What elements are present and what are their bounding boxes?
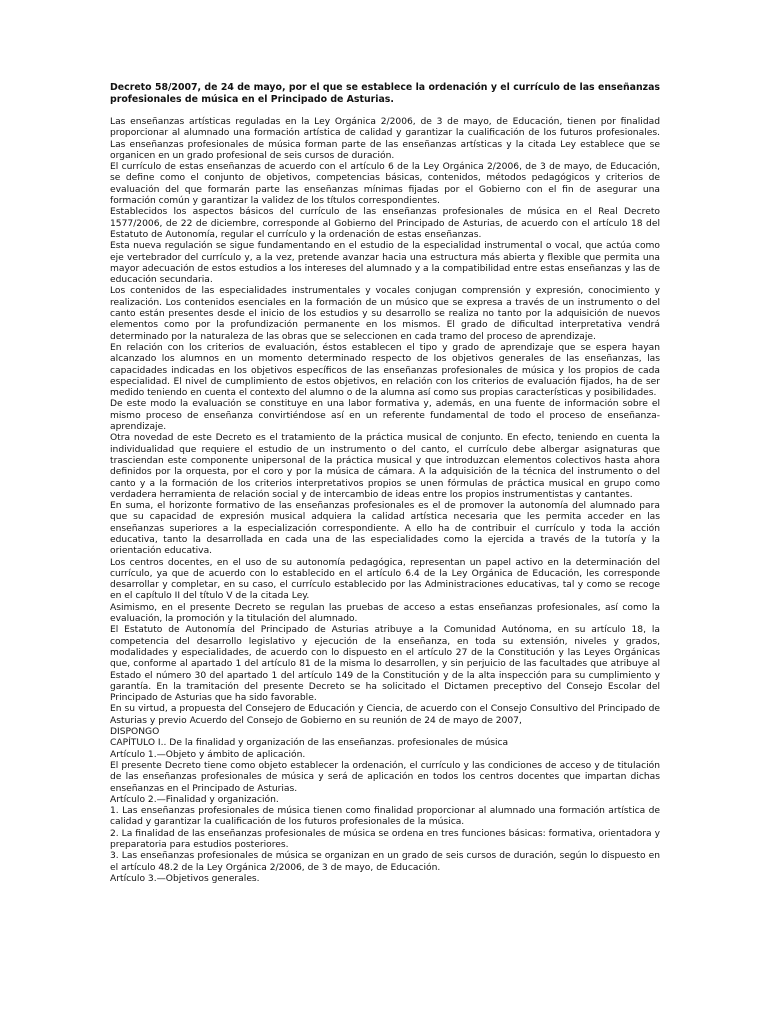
article-2-heading: Artículo 2.—Finalidad y organización. — [110, 794, 279, 805]
paragraph-practica-conjunto: Otra novedad de este Decreto es el tratamiento de la práctica musical de conjunto. En efecto, teniendo en cuenta la individualidad que requiere el estudio de un instrumento o del canto, el currículo debe albergar asignaturas que trasciendan este componente unipersonal de la práctica musical y que introduzcan elementos colectivos hasta ahora definidos por la orquesta, por el coro y por la música de cámara. A la adquisición de la técnica del instrumento o del canto y a la formación de los criterios interpretativos propios se unen fórmulas de práctica musical en grupo como verdadera herramienta de relación social y de intercambio de ideas entre los propios instrumentistas y cantantes. — [110, 433, 660, 500]
paragraph-curriculo: El currículo de estas enseñanzas de acuerdo con el artículo 6 de la Ley Orgánica 2/2006, de 3 de mayo, de Educación, se define como el conjunto de objetivos, competencias básicas, contenidos, métodos pedagógicos y criterios de evaluación del que formarán parte las enseñanzas mínimas fijadas por el Gobierno con el fin de asegurar una formación común y garantizar la validez de los títulos correspondientes. — [110, 162, 660, 207]
article-1-heading: Artículo 1.—Objeto y ámbito de aplicación. — [110, 749, 306, 760]
article-1-text: El presente Decreto tiene como objeto establecer la ordenación, el currículo y las condiciones de acceso y de titulación de las enseñanzas profesionales de música y será de aplicación en todos los centros docentes que impartan dichas enseñanzas en el Principado de Asturias. — [110, 760, 660, 794]
paragraph-evaluacion-formativa: De este modo la evaluación se constituye en una labor formativa y, además, en una fuente de información sobre el mismo proceso de enseñanza convirtiéndose así en un referente fundamental de todo el proceso de enseñanza-aprendizaje. — [110, 399, 660, 433]
paragraph-criterios-evaluacion: En relación con los criterios de evaluación, éstos establecen el tipo y grado de aprendizaje que se espera hayan alcanzado los alumnos en un momento determinado respecto de los objetivos generales de las enseñanzas, las capacidades indicadas en los objetivos específicos de las enseñanzas profesionales de música y los propios de cada especialidad. El nivel de cumplimiento de estos objetivos, en relación con los criterios de evaluación fijados, ha de ser medido teniendo en cuenta el contexto del alumno o de la alumna así como sus propias características y posibilidades. — [110, 342, 660, 399]
paragraph-dispongo: DISPONGO — [110, 727, 160, 738]
paragraph-intro: Las enseñanzas artísticas reguladas en la Ley Orgánica 2/2006, de 3 de mayo, de Educación, tienen por finalidad proporcionar al alumnado una formación artística de calidad y garantizar la cualificación de los futuros profesionales. Las enseñanzas profesionales de música forman parte de las enseñanzas artísticas y la citada Ley establece que se organicen en un grado profesional de seis cursos de duración. — [110, 117, 660, 161]
document-body — [110, 117, 660, 885]
document-page — [110, 82, 660, 885]
paragraph-real-decreto: Establecidos los aspectos básicos del currículo de las enseñanzas profesionales de música en el Real Decreto 1577/2006, de 22 de diciembre, corresponde al Gobierno del Principado de Asturias, de acuerdo con el artículo 18 del Estatuto de Autonomía, regular el currículo y la ordenación de estas enseñanzas. — [110, 207, 660, 240]
paragraph-en-su-virtud: En su virtud, a propuesta del Consejero de Educación y Ciencia, de acuerdo con el Consejo Consultivo del Principado de Asturias y previo Acuerdo del Consejo de Gobierno en su reunión de 24 de mayo de 2007, — [110, 704, 660, 726]
article-2-item-2: 2. La finalidad de las enseñanzas profesionales de música se ordena en tres funciones básicas: formativa, orientadora y preparatoria para estudios posteriores. — [110, 828, 660, 850]
document-title: Decreto 58/2007, de 24 de mayo, por el que se establece la ordenación y el currículo de las enseñanzas profesionales de música en el Principado de Asturias. — [110, 82, 660, 105]
article-3-heading: Artículo 3.—Objetivos generales. — [110, 873, 260, 884]
paragraph-pruebas-acceso: Asimismo, en el presente Decreto se regulan las pruebas de acceso a estas enseñanzas profesionales, así como la evaluación, la promoción y la titulación del alumnado. — [110, 602, 660, 625]
article-2-item-1: 1. Las enseñanzas profesionales de música tienen como finalidad proporcionar al alumnado una formación artística de calidad y garantizar la cualificación de los futuros profesionales de la música. — [110, 806, 660, 828]
chapter-heading: CAPÍTULO I.. De la finalidad y organización de las enseñanzas. profesionales de música — [110, 738, 509, 749]
paragraph-contenidos: Los contenidos de las especialidades instrumentales y vocales conjugan comprensión y expresión, conocimiento y realización. Los contenidos esenciales en la formación de un músico que se expresa a través de un instrumento o del canto están presentes desde el inicio de los estudios y su desarrollo se realiza no tanto por la adquisición de nuevos elementos como por la profundización permanente en los mismos. El grado de dificultad interpretativa vendrá determinado por la naturaleza de las obras que se seleccionen en cada tramo del proceso de aprendizaje. — [110, 286, 660, 342]
paragraph-centros-docentes: Los centros docentes, en el uso de su autonomía pedagógica, representan un papel activo en la determinación del currículo, ya que de acuerdo con lo establecido en el artículo 6.4 de la Ley Orgánica de Educación, les corresponde desarrollar y completar, en su caso, el currículo establecido por las Administraciones educativas, tal y como se recoge en el capítulo II del título V de la citada Ley. — [110, 557, 660, 602]
paragraph-estatuto: El Estatuto de Autonomía del Principado de Asturias atribuye a la Comunidad Autónoma, en su artículo 18, la competencia del desarrollo legislativo y ejecución de la enseñanza, en toda su extensión, niveles y grados, modalidades y especialidades, de acuerdo con lo dispuesto en el artículo 27 de la Constitución y las Leyes Orgánicas que, conforme al apartado 1 del artículo 81 de la misma lo desarrollen, y sin perjuicio de las facultades que atribuye al Estado el número 30 del apartado 1 del artículo 149 de la Constitución y de la alta inspección para su cumplimiento y garantía. En la tramitación del presente Decreto se ha solicitado el Dictamen preceptivo del Consejo Escolar del Principado de Asturias que ha sido favorable. — [110, 625, 660, 704]
paragraph-horizonte-formativo: En suma, el horizonte formativo de las enseñanzas profesionales es el de promover la autonomía del alumnado para que su capacidad de expresión musical adquiera la calidad artística necesaria que les permita acceder en las enseñanzas superiores a la especialización correspondiente. A ello ha de contribuir el currículo y toda la acción educativa, tanto la desarrollada en cada una de las especialidades como la ejercida a través de la tutoría y la orientación educativa. — [110, 501, 660, 557]
paragraph-nueva-regulacion: Esta nueva regulación se sigue fundamentando en el estudio de la especialidad instrumental o vocal, que actúa como eje vertebrador del currículo y, a la vez, pretende avanzar hacia una estructura más abierta y flexible que permita una mayor adecuación de estos estudios a los intereses del alumnado y a la compatibilidad entre estas enseñanzas y las de educación secundaria. — [110, 241, 660, 286]
article-2-item-3: 3. Las enseñanzas profesionales de música se organizan en un grado de seis cursos de duración, según lo dispuesto en el artículo 48.2 de la Ley Orgánica 2/2006, de 3 de mayo, de Educación. — [110, 851, 660, 873]
